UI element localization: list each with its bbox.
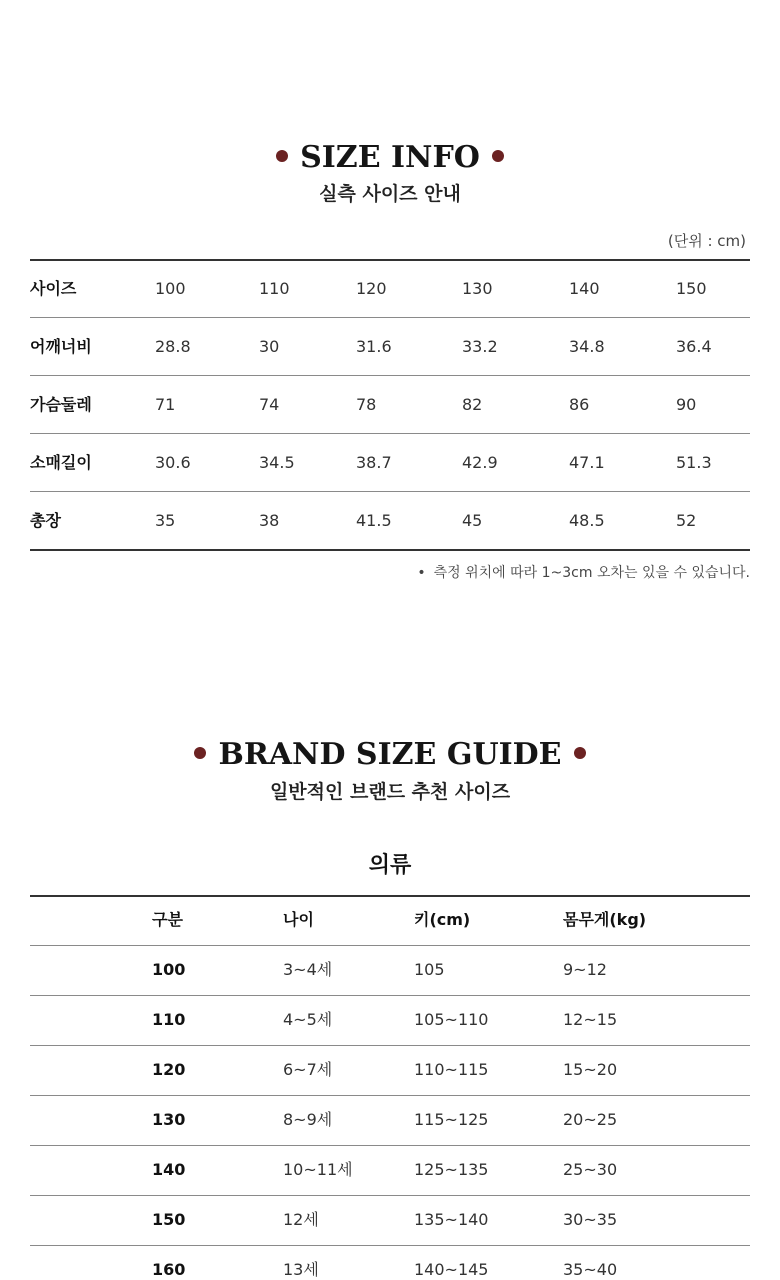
guide-cell: 105~110 — [414, 1010, 489, 1029]
guide-cell: 135~140 — [414, 1210, 489, 1229]
unit-label: (단위 : cm) — [667, 232, 746, 250]
size-cell: 34.8 — [569, 337, 605, 356]
table-top-rule — [30, 895, 750, 897]
guide-cell: 8~9세 — [283, 1110, 333, 1129]
guide-cell: 110~115 — [414, 1060, 489, 1079]
row-divider — [30, 1095, 750, 1096]
size-cell: 36.4 — [676, 337, 712, 356]
size-cell: 33.2 — [462, 337, 498, 356]
note-text: 측정 위치에 따라 1~3cm 오차는 있을 수 있습니다. — [433, 565, 750, 581]
column-header: 키(cm) — [414, 910, 471, 929]
bullet-dot-icon — [276, 150, 288, 162]
note-bullet-icon: • — [417, 565, 426, 581]
bullet-dot-icon — [194, 747, 206, 759]
size-cell: 31.6 — [356, 337, 392, 356]
guide-cell: 4~5세 — [283, 1010, 333, 1029]
size-value: 160 — [152, 1260, 186, 1279]
guide-cell: 25~30 — [563, 1160, 618, 1179]
guide-cell: 9~12 — [563, 960, 607, 979]
bullet-dot-icon — [492, 150, 504, 162]
size-info-title: SIZE INFO — [300, 140, 480, 175]
column-header: 몸무게(kg) — [563, 910, 647, 929]
size-cell: 30 — [259, 337, 280, 356]
size-cell: 38.7 — [356, 453, 392, 472]
size-cell: 51.3 — [676, 453, 712, 472]
size-row-label: 가슴둘레 — [30, 395, 92, 414]
guide-cell: 3~4세 — [283, 960, 333, 979]
guide-cell: 35~40 — [563, 1260, 618, 1279]
size-cell: 35 — [155, 511, 176, 530]
size-cell: 52 — [676, 511, 697, 530]
table-top-rule — [30, 259, 750, 261]
size-cell: 86 — [569, 395, 590, 414]
guide-cell: 115~125 — [414, 1110, 489, 1129]
header-divider — [30, 945, 750, 946]
size-cell: 140 — [569, 279, 600, 298]
column-header: 구분 — [152, 910, 183, 929]
guide-cell: 140~145 — [414, 1260, 489, 1279]
size-cell: 71 — [155, 395, 176, 414]
row-divider — [30, 433, 750, 434]
size-cell: 74 — [259, 395, 280, 414]
brand-guide-title: BRAND SIZE GUIDE — [218, 737, 562, 772]
size-cell: 34.5 — [259, 453, 295, 472]
row-divider — [30, 317, 750, 318]
size-value: 130 — [152, 1110, 186, 1129]
size-info-subtitle: 실측 사이즈 안내 — [319, 183, 461, 205]
guide-cell: 6~7세 — [283, 1060, 333, 1079]
size-cell: 38 — [259, 511, 280, 530]
size-cell: 150 — [676, 279, 707, 298]
size-cell: 78 — [356, 395, 377, 414]
row-divider — [30, 995, 750, 996]
row-divider — [30, 375, 750, 376]
size-cell: 120 — [356, 279, 387, 298]
guide-cell: 12세 — [283, 1210, 319, 1229]
column-header: 나이 — [283, 910, 314, 929]
guide-cell: 10~11세 — [283, 1160, 353, 1179]
category-title: 의류 — [368, 853, 412, 878]
size-info-heading — [0, 140, 780, 175]
size-cell: 42.9 — [462, 453, 498, 472]
size-row-label: 소매길이 — [30, 453, 92, 472]
size-cell: 90 — [676, 395, 697, 414]
size-value: 110 — [152, 1010, 186, 1029]
bullet-dot-icon — [574, 747, 586, 759]
guide-cell: 105 — [414, 960, 445, 979]
size-cell: 48.5 — [569, 511, 605, 530]
size-cell: 28.8 — [155, 337, 191, 356]
size-value: 100 — [152, 960, 186, 979]
guide-cell: 12~15 — [563, 1010, 618, 1029]
row-divider — [30, 1145, 750, 1146]
guide-cell: 13세 — [283, 1260, 319, 1279]
table-bottom-rule — [30, 549, 750, 551]
size-cell: 45 — [462, 511, 483, 530]
size-cell: 82 — [462, 395, 483, 414]
row-divider — [30, 491, 750, 492]
size-row-label: 어깨너비 — [30, 337, 92, 356]
size-cell: 30.6 — [155, 453, 191, 472]
size-value: 140 — [152, 1160, 186, 1179]
size-value: 120 — [152, 1060, 186, 1079]
size-row-label: 총장 — [30, 511, 61, 530]
size-cell: 47.1 — [569, 453, 605, 472]
size-cell: 130 — [462, 279, 493, 298]
row-divider — [30, 1045, 750, 1046]
row-divider — [30, 1195, 750, 1196]
size-value: 150 — [152, 1210, 186, 1229]
brand-guide-heading — [0, 737, 780, 772]
guide-cell: 20~25 — [563, 1110, 618, 1129]
row-divider — [30, 1245, 750, 1246]
guide-cell: 125~135 — [414, 1160, 489, 1179]
size-cell: 100 — [155, 279, 186, 298]
measurement-note — [417, 562, 750, 582]
size-row-label: 사이즈 — [30, 279, 77, 298]
guide-cell: 15~20 — [563, 1060, 618, 1079]
guide-cell: 30~35 — [563, 1210, 618, 1229]
size-cell: 110 — [259, 279, 290, 298]
size-cell: 41.5 — [356, 511, 392, 530]
brand-guide-subtitle: 일반적인 브랜드 추천 사이즈 — [269, 781, 511, 803]
